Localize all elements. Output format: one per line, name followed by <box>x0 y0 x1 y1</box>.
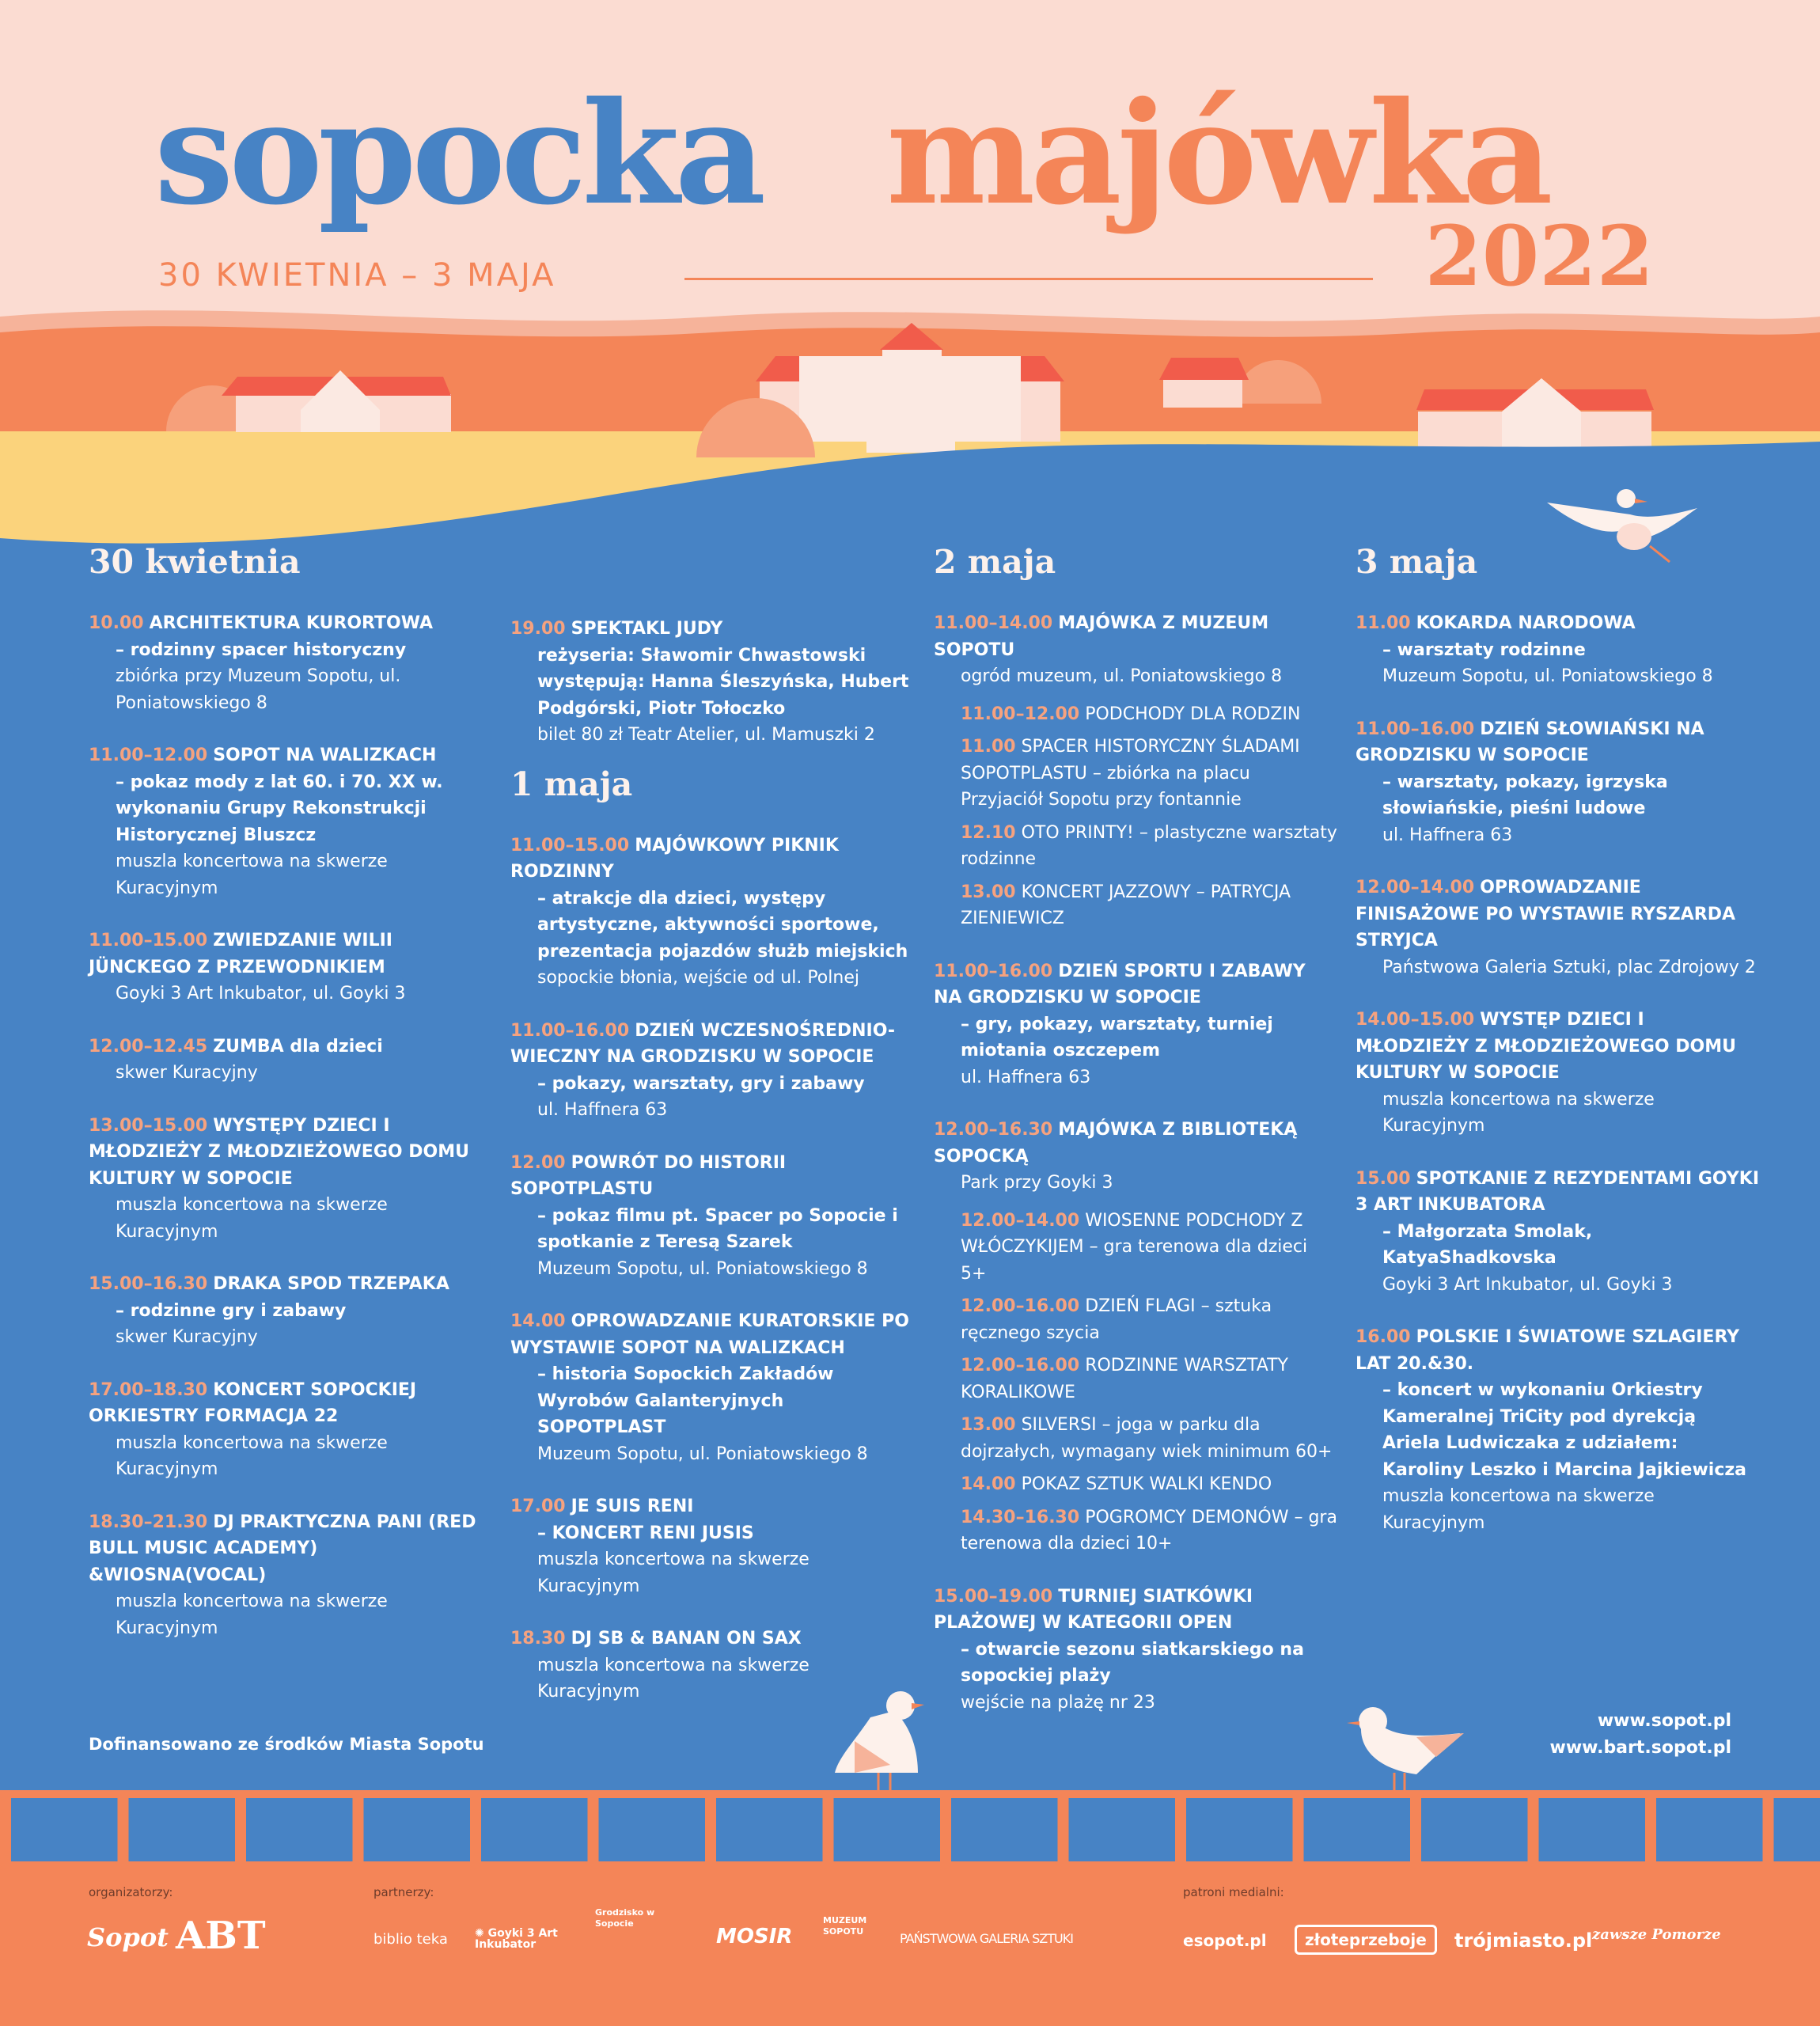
sub-event-time: 14.30–16.30 <box>961 1507 1080 1527</box>
event-title: WYSTĘP DZIECI I MŁODZIEŻY Z MŁODZIEŻOWEGO DOMU KULTURY W SOPOCIE <box>1356 1010 1736 1083</box>
pier-post <box>1645 1798 1656 1861</box>
sopot-logo: Sopot <box>87 1922 169 1952</box>
pier-post <box>1293 1798 1304 1861</box>
sub-event-time: 12.00–14.00 <box>961 1210 1080 1231</box>
event-title: DJ SB & BANAN ON SAX <box>571 1629 802 1648</box>
event-details <box>1356 769 1759 849</box>
event-location: Goyki 3 Art Inkubator, ul. Goyki 3 <box>1382 1274 1673 1295</box>
pier-post <box>1410 1798 1421 1861</box>
sub-event-time: 12.00–16.00 <box>961 1296 1080 1316</box>
pier-post <box>823 1798 834 1861</box>
sub-event-text: OTO PRINTY! – plastyczne warsztaty rodzinne <box>961 822 1337 869</box>
website-links <box>1550 1708 1731 1761</box>
column-30-kwietnia-cont <box>510 546 914 1732</box>
event-item <box>510 1626 914 1705</box>
event-header <box>510 1150 914 1203</box>
event-item <box>1356 1007 1759 1140</box>
event-header <box>89 1113 492 1193</box>
pier-post <box>1058 1798 1069 1861</box>
sub-event-time: 14.00 <box>961 1474 1016 1494</box>
event-details <box>1356 1377 1759 1536</box>
event-location: muszla koncertowa na skwerze Kuracyjnym <box>537 1550 810 1596</box>
event-description: – gry, pokazy, warsztaty, turniej miotania oszczepem <box>961 1014 1273 1060</box>
day-heading: 1 maja <box>510 764 633 803</box>
event-description: – rodzinny spacer historyczny <box>116 639 407 660</box>
event-details <box>89 1060 492 1087</box>
event-time: 11.00–16.00 <box>510 1020 630 1041</box>
event-item <box>510 1150 914 1283</box>
pier-post <box>588 1798 599 1861</box>
event-details <box>1356 954 1759 981</box>
event-time: 18.30–21.30 <box>89 1512 208 1532</box>
event-time: 11.00 <box>1356 613 1411 633</box>
event-title: POLSKIE I ŚWIATOWE SZLAGIERY LAT 20.&30. <box>1356 1327 1740 1374</box>
pier-rail <box>0 1790 1820 1798</box>
sub-event-text: POKAZ SZTUK WALKI KENDO <box>1021 1474 1272 1494</box>
sub-event-text: POGROMCY DEMONÓW – gra terenowa dla dzieci 10+ <box>961 1507 1337 1554</box>
event-title: SPEKTAKL JUDY <box>571 619 723 639</box>
event-location: muszla koncertowa na skwerze Kuracyjnym <box>116 1432 388 1479</box>
pier-post <box>353 1798 364 1861</box>
events-list <box>89 610 492 1641</box>
sponsors-footer <box>0 1861 1820 2026</box>
sub-events <box>934 701 1337 932</box>
event-title: DZIEŃ WCZESNOŚREDNIO-WIECZNY NA GRODZISKU W SOPOCIE <box>510 1020 895 1067</box>
event-details <box>89 1298 492 1351</box>
event-item <box>89 1271 492 1351</box>
cofunding-note: Dofinansowano ze środków Miasta Sopotu <box>89 1735 484 1754</box>
sub-events <box>934 1208 1337 1557</box>
trojmiasto-logo: trójmiasto.pl <box>1454 1929 1593 1952</box>
pier-post <box>940 1798 951 1861</box>
event-time: 13.00–15.00 <box>89 1115 208 1136</box>
sub-event-time: 12.10 <box>961 822 1016 843</box>
sub-event-item <box>961 820 1337 873</box>
event-description: – rodzinne gry i zabawy <box>116 1300 347 1321</box>
event-item <box>510 616 914 749</box>
event-title: DJ PRAKTYCZNA PANI (RED BULL MUSIC ACADEMY) &WIOSNA(VOCAL) <box>89 1512 476 1585</box>
event-details <box>89 981 492 1007</box>
sub-event-time: 13.00 <box>961 1415 1016 1435</box>
pier-post <box>470 1798 481 1861</box>
house-right-small <box>1159 358 1249 408</box>
event-title: MAJÓWKOWY PIKNIK RODZINNY <box>510 835 839 882</box>
event-details <box>934 1170 1337 1557</box>
event-header <box>510 1018 914 1071</box>
events-list <box>510 833 914 1705</box>
event-header <box>1356 716 1759 769</box>
sub-event-item <box>961 1504 1337 1557</box>
event-details <box>89 1192 492 1245</box>
organizers-label: organizatorzy: <box>89 1885 173 1899</box>
event-location: muszla koncertowa na skwerze Kuracyjnym <box>116 852 388 898</box>
event-details <box>89 637 492 717</box>
event-header <box>934 958 1337 1011</box>
event-time: 11.00–14.00 <box>934 613 1053 633</box>
sub-event-time: 13.00 <box>961 882 1016 902</box>
event-item <box>89 742 492 901</box>
events-list <box>934 610 1337 1716</box>
event-header <box>934 610 1337 663</box>
event-item <box>89 928 492 1007</box>
zloteprzeboje-logo: złoteprzeboje <box>1295 1925 1437 1955</box>
event-time: 14.00 <box>510 1311 566 1331</box>
title-majowka: majówka <box>886 70 1549 236</box>
event-time: 11.00–15.00 <box>89 931 208 950</box>
esopot-logo: esopot.pl <box>1183 1931 1267 1950</box>
event-location: muszla koncertowa na skwerze Kuracyjnym <box>1382 1089 1655 1136</box>
sub-event-text: RODZINNE WARSZTATY KORALIKOWE <box>961 1356 1288 1402</box>
event-header <box>89 610 492 637</box>
pier-post <box>1175 1798 1186 1861</box>
event-title: OPROWADZANIE FINISAŻOWE PO WYSTAWIE RYSZARDA STRYJCA <box>1356 878 1736 950</box>
sub-event-item <box>961 1471 1337 1498</box>
event-title: DZIEŃ SŁOWIAŃSKI NA GRODZISKU W SOPOCIE <box>1356 719 1704 765</box>
goyki3-logo: ✺ Goyki 3 Art Inkubator <box>475 1927 558 1951</box>
house-left <box>222 370 451 432</box>
event-title: POWRÓT DO HISTORII SOPOTPLASTU <box>510 1152 787 1199</box>
date-range: 30 KWIETNIA – 3 MAJA <box>158 257 556 294</box>
event-header <box>934 1584 1337 1637</box>
event-location: muszla koncertowa na skwerze Kuracyjnym <box>116 1195 388 1242</box>
event-details <box>934 663 1337 932</box>
event-title: KONCERT SOPOCKIEJ ORKIESTRY FORMACJA 22 <box>89 1379 417 1426</box>
event-title: MAJÓWKA Z BIBLIOTEKĄ SOPOCKĄ <box>934 1120 1298 1167</box>
event-location: Muzeum Sopotu, ul. Poniatowskiego 8 <box>537 1444 868 1464</box>
event-location: skwer Kuracyjny <box>116 1063 258 1083</box>
event-time: 16.00 <box>1356 1327 1411 1347</box>
event-details <box>510 1203 914 1283</box>
sub-event-item <box>961 701 1337 728</box>
event-title: ZWIEDZANIE WILII JÜNCKEGO Z PRZEWODNIKIEM <box>89 931 392 977</box>
event-title: DRAKA SPOD TRZEPAKA <box>213 1274 449 1294</box>
event-location: Park przy Goyki 3 <box>961 1173 1113 1193</box>
event-header <box>89 742 492 769</box>
event-item <box>89 1509 492 1642</box>
event-details <box>89 769 492 902</box>
event-header <box>1356 610 1759 637</box>
event-header <box>510 833 914 886</box>
event-details <box>510 886 914 992</box>
event-location: Muzeum Sopotu, ul. Poniatowskiego 8 <box>1382 666 1713 686</box>
year: 2022 <box>1424 207 1654 305</box>
day-heading: 2 maja <box>934 543 1056 581</box>
partners-label: partnerzy: <box>373 1885 434 1899</box>
event-title: OPROWADZANIE KURATORSKIE PO WYSTAWIE SOPOT NA WALIZKACH <box>510 1311 909 1358</box>
event-title: ZUMBA dla dzieci <box>213 1036 383 1057</box>
event-details <box>89 1430 492 1483</box>
event-item <box>1356 610 1759 690</box>
event-time: 12.00–14.00 <box>1356 878 1475 897</box>
event-time: 12.00 <box>510 1152 566 1173</box>
event-item <box>510 1308 914 1467</box>
event-description: – pokazy, warsztaty, gry i zabawy <box>537 1073 865 1094</box>
pier-post <box>235 1798 246 1861</box>
event-location: wejście na plażę nr 23 <box>961 1692 1155 1713</box>
event-description: – historia Sopockich Zakładów Wyrobów Galanteryjnych SOPOTPLAST <box>537 1364 834 1437</box>
sub-event-text: PODCHODY DLA RODZIN <box>1085 704 1301 724</box>
bart-logo: ABT <box>176 1914 266 1958</box>
sub-event-time: 11.00–12.00 <box>961 704 1080 724</box>
event-item <box>934 610 1337 932</box>
event-header <box>510 1308 914 1361</box>
event-title: TURNIEJ SIATKÓWKI PLAŻOWEJ W KATEGORII OPEN <box>934 1586 1253 1633</box>
event-location: ul. Haffnera 63 <box>961 1067 1091 1087</box>
event-item <box>89 1113 492 1246</box>
event-details <box>934 1637 1337 1717</box>
event-title: ARCHITEKTURA KURORTOWA <box>149 613 434 633</box>
event-title: SOPOT NA WALIZKACH <box>213 746 437 765</box>
event-item <box>934 958 1337 1091</box>
pier-post <box>118 1798 129 1861</box>
event-header <box>510 616 914 643</box>
event-item <box>89 1034 492 1087</box>
event-time: 17.00–18.30 <box>89 1379 208 1400</box>
sub-event-text: KONCERT JAZZOWY – PATRYCJA ZIENIEWICZ <box>961 882 1291 928</box>
event-header <box>89 1271 492 1298</box>
sub-event-item <box>961 879 1337 932</box>
event-location: muszla koncertowa na skwerze Kuracyjnym <box>1382 1486 1655 1533</box>
sub-event-item <box>961 1208 1337 1288</box>
biblioteka-logo: biblio teka <box>373 1931 448 1948</box>
event-header <box>89 928 492 981</box>
sun-icon: ✺ <box>475 1927 484 1940</box>
event-header <box>1356 1007 1759 1087</box>
event-title: WYSTĘPY DZIECI I MŁODZIEŻY Z MŁODZIEŻOWEGO DOMU KULTURY W SOPOCIE <box>89 1115 469 1189</box>
event-time: 15.00 <box>1356 1168 1411 1189</box>
day-heading: 3 maja <box>1356 543 1478 581</box>
pier-post <box>0 1798 11 1861</box>
event-location: Goyki 3 Art Inkubator, ul. Goyki 3 <box>116 984 406 1004</box>
event-description: – otwarcie sezonu siatkarskiego na sopockiej plaży <box>961 1639 1304 1686</box>
event-time: 15.00–19.00 <box>934 1586 1053 1607</box>
sub-event-time: 11.00 <box>961 737 1016 757</box>
event-description: – warsztaty, pokazy, igrzyska słowiańskie, pieśni ludowe <box>1382 772 1668 818</box>
zawsze-pomorze-logo: zawsze Pomorze <box>1592 1926 1721 1943</box>
event-description: – pokaz mody z lat 60. i 70. XX w. wykonaniu Grupy Rekonstrukcji Historycznej Bluszcz <box>116 772 443 845</box>
link-bart[interactable]: www.bart.sopot.pl <box>1549 1737 1731 1758</box>
event-item <box>510 1493 914 1599</box>
sub-event-time: 12.00–16.00 <box>961 1356 1080 1375</box>
event-description: – atrakcje dla dzieci, występy artystyczne, aktywności sportowe, prezentacja pojazdów służb miejskich <box>537 888 908 962</box>
events-list <box>1356 610 1759 1536</box>
event-location: ul. Haffnera 63 <box>1382 825 1513 845</box>
title-sopocka: sopocka <box>154 70 762 236</box>
event-location: bilet 80 zł Teatr Atelier, ul. Mamuszki 2 <box>537 725 875 745</box>
event-header <box>89 1509 492 1589</box>
event-location: muszla koncertowa na skwerze Kuracyjnym <box>537 1655 810 1702</box>
event-item <box>1356 716 1759 849</box>
day-heading: 30 kwietnia <box>89 543 301 581</box>
event-details <box>510 1361 914 1467</box>
sub-event-text: SPACER HISTORYCZNY ŚLADAMI SOPOTPLASTU – zbiórka na placu Przyjaciół Sopotu przy fontannie <box>961 737 1300 810</box>
event-description: – Małgorzata Smolak, KatyaShadkovska <box>1382 1221 1593 1268</box>
event-location: muszla koncertowa na skwerze Kuracyjnym <box>116 1592 388 1638</box>
events-list <box>510 616 914 749</box>
column-2-maja <box>934 543 1337 1742</box>
event-details <box>1356 1219 1759 1299</box>
sub-event-text: DZIEŃ FLAGI – sztuka ręcznego szycia <box>961 1296 1272 1343</box>
media-label: patroni medialni: <box>1183 1885 1284 1899</box>
event-location: sopockie błonia, wejście od ul. Polnej <box>537 968 859 988</box>
event-title: JE SUIS RENI <box>571 1497 694 1516</box>
event-details <box>510 1071 914 1124</box>
pier-post <box>1763 1798 1774 1861</box>
pier-post <box>1528 1798 1539 1861</box>
link-sopot[interactable]: www.sopot.pl <box>1597 1711 1731 1731</box>
event-description: – koncert w wykonaniu Orkiestry Kameralnej TriCity pod dyrekcją Ariela Ludwiczaka z udziałem: Karoliny Leszko i Marcina Jajkiewicza <box>1382 1380 1747 1480</box>
event-title: MAJÓWKA Z MUZEUM SOPOTU <box>934 613 1269 660</box>
event-time: 11.00–16.00 <box>934 961 1053 981</box>
divider-line <box>684 278 1373 280</box>
event-time: 15.00–16.30 <box>89 1274 208 1294</box>
event-time: 11.00–15.00 <box>510 835 630 856</box>
event-header <box>89 1377 492 1430</box>
event-details <box>510 1652 914 1705</box>
event-title: DZIEŃ SPORTU I ZABAWY NA GRODZISKU W SOPOCIE <box>934 961 1306 1007</box>
event-time: 11.00–12.00 <box>89 746 208 765</box>
event-details <box>1356 637 1759 690</box>
event-time: 17.00 <box>510 1497 566 1516</box>
event-location: skwer Kuracyjny <box>116 1327 258 1347</box>
event-item <box>89 610 492 716</box>
event-header <box>510 1626 914 1652</box>
event-details <box>89 1588 492 1641</box>
event-item <box>510 1018 914 1124</box>
pgs-logo: PAŃSTWOWA GALERIA SZTUKI <box>900 1931 1073 1946</box>
event-header <box>1356 875 1759 954</box>
event-description: – warsztaty rodzinne <box>1382 639 1586 660</box>
sub-event-item <box>961 1412 1337 1465</box>
event-header <box>1356 1166 1759 1219</box>
event-details <box>934 1011 1337 1091</box>
event-header <box>1356 1324 1759 1377</box>
event-time: 12.00–12.45 <box>89 1036 208 1057</box>
event-details <box>1356 1087 1759 1140</box>
event-description: – KONCERT RENI JUSIS <box>537 1523 754 1543</box>
event-location: ul. Haffnera 63 <box>537 1100 668 1120</box>
event-header <box>934 1117 1337 1170</box>
event-item <box>934 1584 1337 1717</box>
event-time: 19.00 <box>510 619 566 639</box>
event-title: SPOTKANIE Z REZYDENTAMI GOYKI 3 ART INKUBATORA <box>1356 1168 1759 1215</box>
event-time: 12.00–16.30 <box>934 1120 1053 1140</box>
sub-event-text: SILVERSI – joga w parku dla dojrzałych, wymagany wiek minimum 60+ <box>961 1415 1333 1462</box>
event-description: reżyseria: Sławomir Chwastowski występują: Hanna Śleszyńska, Hubert Podgórski, Piotr Tołoczko <box>537 645 909 719</box>
column-3-maja <box>1356 543 1759 1562</box>
event-item <box>510 833 914 992</box>
event-time: 11.00–16.00 <box>1356 719 1475 739</box>
event-details <box>510 643 914 749</box>
event-item <box>1356 875 1759 981</box>
sub-event-item <box>961 734 1337 814</box>
event-time: 14.00–15.00 <box>1356 1010 1475 1030</box>
event-item <box>934 1117 1337 1557</box>
sub-event-item <box>961 1293 1337 1346</box>
event-time: 18.30 <box>510 1629 566 1648</box>
sub-event-text: WIOSENNE PODCHODY Z WŁÓCZYKIJEM – gra terenowa dla dzieci 5+ <box>961 1210 1308 1284</box>
event-location: Muzeum Sopotu, ul. Poniatowskiego 8 <box>537 1258 868 1279</box>
sub-event-item <box>961 1353 1337 1406</box>
grodzisko-logo: Grodzisko w Sopocie <box>595 1907 655 1929</box>
event-time: 10.00 <box>89 613 144 633</box>
event-title: KOKARDA NARODOWA <box>1416 613 1636 633</box>
event-location: zbiórka przy Muzeum Sopotu, ul. Poniatowskiego 8 <box>116 666 401 713</box>
mosir-logo: MOSIR <box>716 1925 793 1948</box>
event-location: Państwowa Galeria Sztuki, plac Zdrojowy 2 <box>1382 957 1756 977</box>
event-location: ogród muzeum, ul. Poniatowskiego 8 <box>961 666 1283 686</box>
event-details <box>510 1520 914 1600</box>
muzeum-sopotu-logo: MUZEUM SOPOTU <box>823 1915 867 1937</box>
event-item <box>1356 1324 1759 1536</box>
column-30-kwietnia <box>89 543 492 1667</box>
event-item <box>1356 1166 1759 1299</box>
pier-post <box>705 1798 716 1861</box>
event-item <box>89 1377 492 1483</box>
event-header <box>89 1034 492 1060</box>
event-header <box>510 1493 914 1520</box>
event-description: – pokaz filmu pt. Spacer po Sopocie i spotkanie z Teresą Szarek <box>537 1205 898 1252</box>
